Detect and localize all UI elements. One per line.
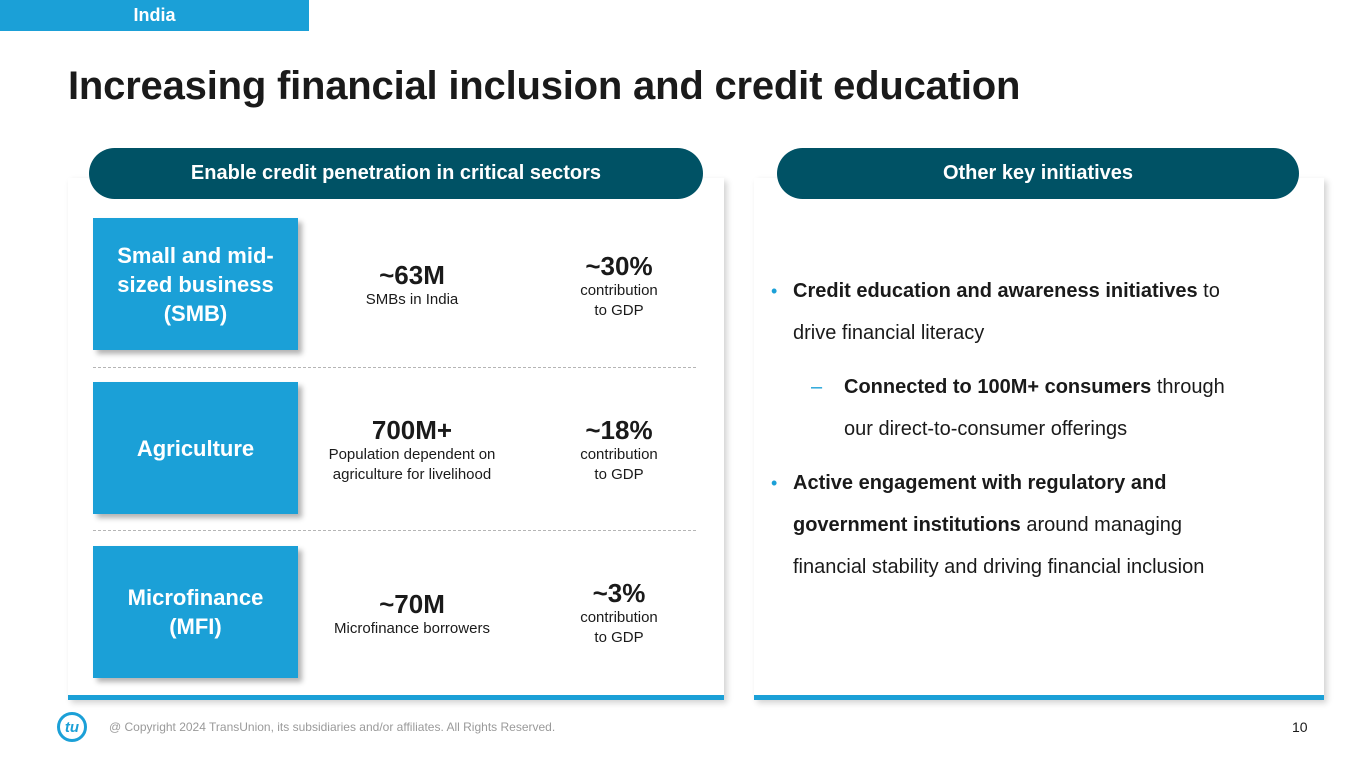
initiatives-list — [771, 270, 1301, 588]
stat-label: agriculture for livelihood — [332, 466, 492, 483]
sector-name-line: Small and mid- — [117, 242, 274, 268]
smb-gdp-stat — [580, 251, 658, 321]
stat-label: Population dependent on — [328, 446, 496, 463]
stat-value: ~3% — [592, 578, 646, 608]
agriculture-population-stat — [329, 415, 496, 485]
sector-box-microfinance — [93, 546, 298, 678]
bullet-text: drive financial literacy — [793, 322, 985, 344]
subbullet-text: through — [1151, 376, 1225, 398]
sector-box-agriculture — [93, 382, 298, 514]
page-number: 10 — [1292, 719, 1308, 735]
microfinance-gdp-stat — [580, 578, 658, 648]
stat-label: contribution — [580, 282, 658, 299]
bullet-bold-text: Active engagement with regulatory and — [793, 472, 1167, 494]
bullet-marker: • — [771, 281, 778, 301]
subbullet-text: our direct-to-consumer offerings — [844, 418, 1128, 440]
bullet-bold-text: Credit education and awareness initiatives — [793, 280, 1198, 302]
stat-value: ~63M — [379, 260, 445, 290]
bullet-regulatory-engagement — [771, 462, 1301, 588]
row-divider — [93, 530, 696, 531]
stat-value: ~30% — [585, 251, 653, 281]
stat-label: contribution — [580, 446, 658, 463]
stat-value: 700M+ — [371, 415, 453, 445]
sector-name-line: Agriculture — [136, 435, 255, 461]
sector-box-smb — [93, 218, 298, 350]
stat-label: to GDP — [594, 302, 644, 319]
subbullet-bold-text: Connected to 100M+ consumers — [844, 376, 1152, 398]
transunion-logo-icon: tu — [57, 712, 87, 742]
page-title: Increasing financial inclusion and credit education — [68, 64, 1021, 108]
microfinance-borrowers-stat — [334, 589, 490, 639]
bullet-credit-education — [771, 270, 1301, 354]
sector-name-line: (SMB) — [163, 300, 228, 326]
stat-label: SMBs in India — [365, 291, 459, 308]
bullet-text: around managing — [1020, 514, 1183, 536]
bullet-text: to — [1197, 280, 1220, 302]
row-divider — [93, 367, 696, 368]
stat-value: ~70M — [379, 589, 445, 619]
sector-name-line: Microfinance — [127, 585, 264, 610]
region-tag: India — [0, 0, 309, 31]
bullet-text: financial stability and driving financial inclusion — [793, 556, 1205, 578]
stat-label: to GDP — [594, 629, 644, 646]
sector-name-line: (MFI) — [169, 614, 222, 639]
stat-label: to GDP — [594, 466, 644, 483]
subbullet-marker: – — [811, 376, 823, 398]
sectors-header: Enable credit penetration in critical sectors — [89, 148, 703, 199]
bullet-marker: • — [771, 473, 778, 493]
sector-name-line: sized business — [117, 271, 274, 297]
smb-count-stat — [366, 260, 459, 310]
initiatives-header: Other key initiatives — [777, 148, 1299, 199]
agriculture-gdp-stat — [580, 415, 658, 485]
stat-label: contribution — [580, 609, 658, 626]
stat-label: Microfinance borrowers — [334, 620, 490, 637]
copyright-text: @ Copyright 2024 TransUnion, its subsidiaries and/or affiliates. All Rights Reserved. — [109, 720, 556, 734]
bullet-bold-text: government institutions — [793, 514, 1021, 536]
subbullet-consumers — [771, 366, 1301, 450]
stat-value: ~18% — [585, 415, 653, 445]
